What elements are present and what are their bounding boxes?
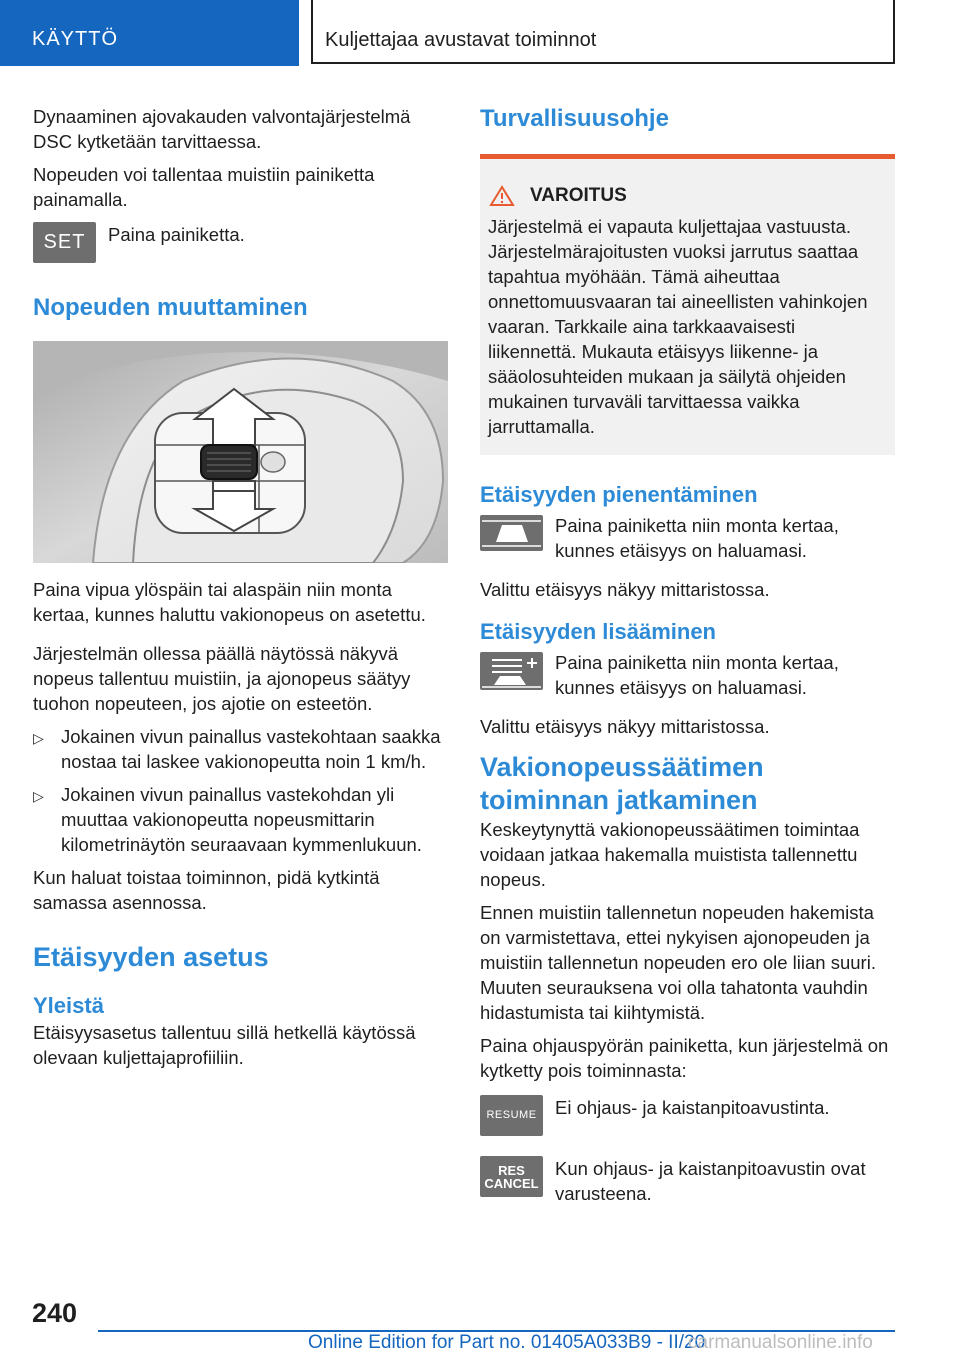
paragraph-increase-shown: Valittu etäisyys näkyy mittaristossa. [480, 716, 770, 737]
rescancel-instruction [480, 1156, 895, 1206]
heading-distance-setting: Etäisyyden asetus [33, 942, 269, 972]
set-instruction [33, 222, 448, 263]
footer-watermark: carmanualsonline.info [688, 1332, 873, 1353]
heading-speed-change: Nopeuden muuttaminen [33, 294, 308, 321]
res-cancel-icon-line1: RES [498, 1162, 525, 1178]
warning-title [488, 183, 885, 208]
distance-decrease-icon [480, 515, 543, 551]
paragraph-resume-3: Paina ohjauspyörän painiketta, kun järjestelmä on kytketty pois toiminnasta: [480, 1035, 889, 1081]
warning-title-text: VAROITUS [530, 185, 627, 206]
left-column [33, 104, 448, 1078]
paragraph-decrease-shown: Valittu etäisyys näkyy mittaristossa. [480, 579, 770, 600]
warning-box [480, 154, 895, 455]
list-item [33, 724, 448, 774]
resume-instruction [480, 1095, 895, 1136]
header-section-label: KÄYTTÖ [32, 28, 119, 50]
header-chapter-label: Kuljettajaa avustavat toiminnot [325, 29, 597, 51]
list-item-text: Jokainen vivun painallus vastekohdan yli muuttaa vakionopeutta nopeusmittarin kilometrinäytön seuraavaan kymmenlukuun. [61, 784, 422, 855]
paragraph-repeat-function: Kun haluat toistaa toiminnon, pidä kytkintä samassa asennossa. [33, 867, 380, 913]
res-cancel-button-icon [480, 1156, 543, 1197]
resume-instruction-text: Ei ohjaus- ja kaistanpitoavustinta. [555, 1097, 830, 1118]
heading-general: Yleistä [33, 993, 104, 1018]
increase-instruction-text: Paina painiketta niin monta kertaa, kunnes etäisyys on haluamasi. [555, 652, 839, 698]
distance-decrease-button-icon [480, 515, 543, 551]
paragraph-distance-profile: Etäisyysasetus tallentuu sillä hetkellä käytössä olevaan kuljettajaprofiiliin. [33, 1022, 416, 1068]
decrease-instruction [480, 513, 895, 563]
set-button-icon [33, 222, 96, 263]
paragraph-store-speed: Nopeuden voi tallentaa muistiin painiketta painamalla. [33, 164, 375, 210]
right-column [480, 104, 895, 1206]
bullet-triangle-icon: ▷ [33, 730, 44, 746]
resume-button-icon [480, 1095, 543, 1136]
paragraph-lever-usage: Paina vipua ylöspäin tai alaspäin niin monta kertaa, kunnes haluttu vakionopeus on asetettu. [33, 579, 426, 625]
rescancel-instruction-text: Kun ohjaus- ja kaistanpitoavustin ovat varusteena. [555, 1158, 866, 1204]
paragraph-resume-1: Keskeytynyttä vakionopeussäätimen toimintaa voidaan jatkaa hakemalla muistista tallennettu nopeus. [480, 819, 860, 890]
set-instruction-text: Paina painiketta. [108, 224, 245, 245]
steering-wheel-lever-illustration [33, 341, 448, 563]
footer-edition: Online Edition for Part no. 01405A033B9 - II/20 [308, 1332, 706, 1353]
paragraph-resume-2: Ennen muistiin tallennetun nopeuden hakemista on varmistettava, ettei nykyisen ajonopeuden ja muistiin tallennetun nopeuden ero ole liian suuri. Muuten seurauksena voi olla tahatonta vauhdin hidastumista tai kiihtymistä. [480, 902, 876, 1023]
warning-triangle-icon [488, 185, 516, 207]
heading-safety-note: Turvallisuusohje [480, 105, 669, 132]
heading-decrease-distance: Etäisyyden pienentäminen [480, 482, 758, 507]
increase-instruction [480, 650, 895, 700]
bullet-triangle-icon: ▷ [33, 788, 44, 804]
resume-button-icon-label: RESUME [486, 1109, 537, 1121]
paragraph-system-on: Järjestelmän ollessa päällä näytössä näkyvä nopeus tallentuu muistiin, ja ajonopeus säätyy tuohon nopeuteen, jos ajotie on esteetön. [33, 643, 411, 714]
res-cancel-icon-line2: CANCEL [484, 1175, 539, 1191]
distance-increase-button-icon [480, 652, 543, 690]
paragraph-dsc: Dynaaminen ajovakauden valvontajärjestelmä DSC kytketään tarvittaessa. [33, 106, 411, 152]
list-item-text: Jokainen vivun painallus vastekohtaan saakka nostaa tai laskee vakionopeutta noin 1 km/h. [61, 726, 441, 772]
header-chapter-tab [311, 0, 895, 64]
header-section-tab [0, 0, 299, 66]
distance-increase-icon [480, 652, 543, 690]
page-number: 240 [32, 1298, 78, 1328]
heading-increase-distance: Etäisyyden lisääminen [480, 619, 716, 644]
set-button-icon-label: SET [43, 231, 86, 253]
heading-resume-cruise: Vakionopeussäätimen toiminnan jatkaminen [480, 752, 764, 815]
list-item [33, 782, 448, 857]
steering-wheel-lever-icon [33, 341, 448, 563]
decrease-instruction-text: Paina painiketta niin monta kertaa, kunnes etäisyys on haluamasi. [555, 515, 839, 561]
warning-text: Järjestelmä ei vapauta kuljettajaa vastuusta. Järjestelmärajoitusten vuoksi jarrutus saattaa tapahtua myöhään. Tämä aiheuttaa onnettomuusvaaran tai aineellisten vahinkojen vaaran. Tarkkaile aina tarkkaavaisesti liikennettä. Mukauta etäisyys liikenne- ja sääolosuhteiden mukaan ja säilytä ohjeiden mukainen turvaväli tarvittaessa vaikka jarruttamalla. [488, 216, 868, 437]
